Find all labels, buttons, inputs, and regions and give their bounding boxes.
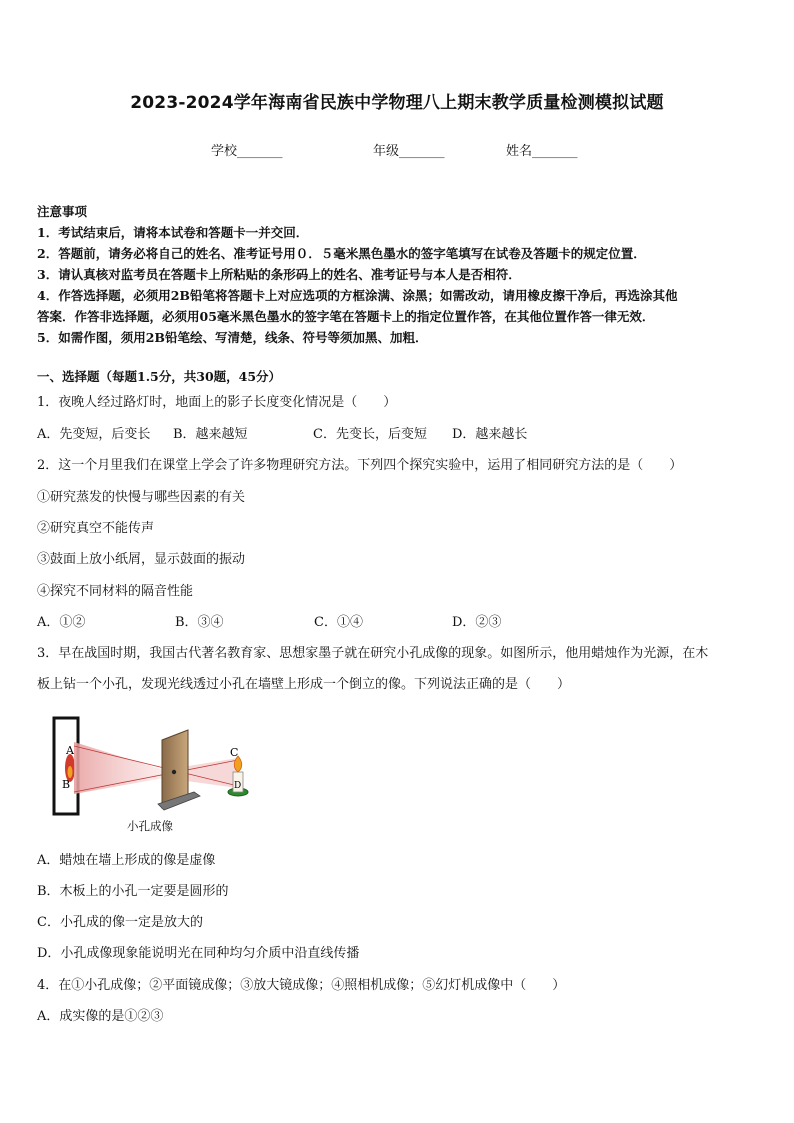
notice-heading: 注意事项	[37, 204, 88, 219]
notice-item: 3．请认真核对监考员在答题卡上所粘贴的条形码上的姓名、准考证号与本人是否相符．	[37, 267, 521, 282]
notice-item: 1．考试结束后，请将本试卷和答题卡一并交回．	[37, 225, 309, 240]
label-c: C	[230, 746, 239, 759]
figure-caption: 小孔成像	[127, 819, 173, 833]
light-beam-left	[74, 742, 164, 794]
section-heading: 一、选择题（每题1.5分，共30题，45分）	[37, 369, 282, 384]
option-c: C．①④	[314, 615, 363, 630]
label-d: D	[234, 781, 242, 791]
option-a: A．①②	[37, 615, 86, 630]
option-b: B．③④	[175, 615, 224, 630]
option-d: D．②③	[452, 615, 502, 630]
list-item: ②研究真空不能传声	[37, 521, 155, 536]
option-b: B．木板上的小孔一定要是圆形的	[37, 884, 229, 899]
question-1-stem: 1．夜晚人经过路灯时，地面上的影子长度变化情况是（ ）	[37, 395, 397, 410]
question-3-stem-line2: 板上钻一个小孔，发现光线透过小孔在墙壁上形成一个倒立的像。下列说法正确的是（ ）	[37, 677, 571, 692]
option-a: A．成实像的是①②③	[37, 1009, 164, 1024]
option-a: A．先变短，后变长	[37, 427, 151, 442]
notice-item: 答案．作答非选择题，必须用05毫米黑色墨水的签字笔在答题卡上的指定位置作答，在其他位置作答一律无效．	[37, 309, 655, 324]
option-d: D．小孔成像现象能说明光在同种均匀介质中沿直线传播	[37, 946, 360, 961]
question-4-stem: 4．在①小孔成像；②平面镜成像；③放大镜成像；④照相机成像；⑤幻灯机成像中（ ）	[37, 978, 566, 993]
name-field: 姓名_______	[506, 144, 578, 159]
option-c: C．先变长，后变短	[313, 427, 427, 442]
list-item: ③鼓面上放小纸屑，显示鼓面的振动	[37, 552, 246, 567]
school-field: 学校_______	[211, 144, 283, 159]
label-a: A	[66, 744, 74, 757]
option-d: D．越来越长	[452, 427, 528, 442]
option-b: B．越来越短	[173, 427, 248, 442]
option-c: C．小孔成的像一定是放大的	[37, 915, 203, 930]
notice-item: 5．如需作图，须用2B铅笔绘、写清楚，线条、符号等须加黑、加粗．	[37, 330, 428, 345]
notice-item: 4．作答选择题，必须用2B铅笔将答题卡上对应选项的方框涂满、涂黑；如需改动，请用橡皮擦干净后，再选涂其他	[37, 288, 678, 303]
question-2-stem: 2．这一个月里我们在课堂上学会了许多物理研究方法。下列四个探究实验中，运用了相同研究方法的是（ ）	[37, 458, 683, 473]
option-a: A．蜡烛在墙上形成的像是虚像	[37, 853, 216, 868]
exam-title: 2023-2024学年海南省民族中学物理八上期末教学质量检测模拟试题	[130, 93, 664, 113]
pinhole	[172, 770, 176, 774]
notice-item: 2．答题前，请务必将自己的姓名、准考证号用０．５毫米黑色墨水的签字笔填写在试卷及答题卡的规定位置．	[37, 246, 646, 261]
grade-field: 年级_______	[373, 144, 445, 159]
list-item: ①研究蒸发的快慢与哪些因素的有关	[37, 490, 246, 505]
list-item: ④探究不同材料的隔音性能	[37, 584, 194, 599]
question-3-stem-line1: 3．早在战国时期，我国古代著名教育家、思想家墨子就在研究小孔成像的现象。如图所示，他用蜡烛作为光源，在木	[37, 646, 709, 661]
label-b: B	[62, 778, 71, 791]
